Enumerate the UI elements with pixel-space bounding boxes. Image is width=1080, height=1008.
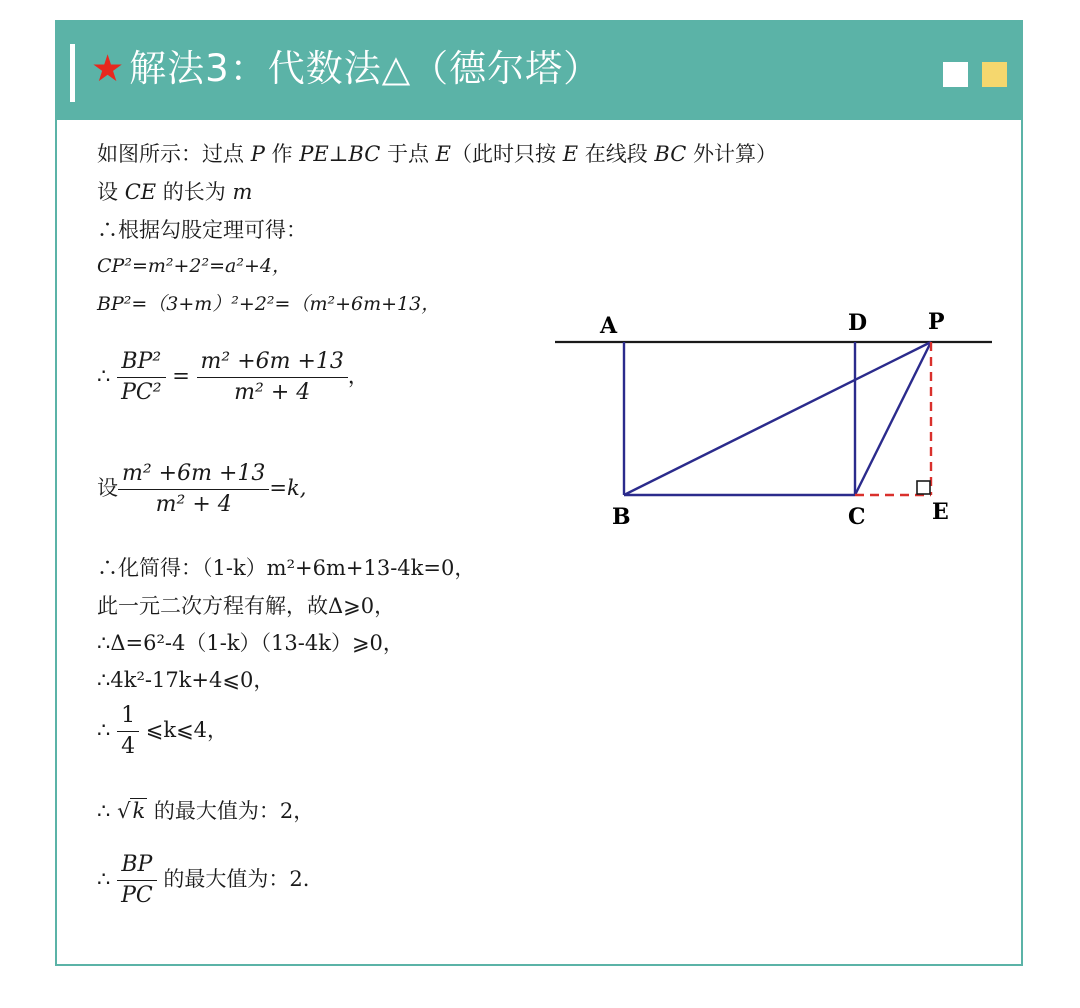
numerator: BP xyxy=(117,853,157,881)
text: 如图所示：过点 xyxy=(97,142,251,166)
denominator: m² + 4 xyxy=(234,380,311,406)
header-title xyxy=(91,38,601,92)
label-e: E xyxy=(932,499,949,525)
fraction-m xyxy=(197,350,348,405)
ratio-equation xyxy=(97,350,369,405)
segment-bp xyxy=(624,342,931,495)
text-line-2 xyxy=(97,181,252,204)
denominator: PC xyxy=(121,883,153,909)
var: E xyxy=(562,142,579,166)
fraction-k xyxy=(118,462,269,517)
numerator: m² +6m +13 xyxy=(118,462,269,490)
numerator: BP² xyxy=(117,350,165,378)
sqrt-k: √k xyxy=(117,799,146,823)
text: （此时只按 xyxy=(451,142,563,166)
geometry-figure xyxy=(550,300,1000,540)
equals: = xyxy=(172,364,190,389)
star-icon: ★ xyxy=(91,47,126,90)
fraction-bp-over-pc xyxy=(117,853,157,908)
var: E xyxy=(435,142,451,166)
radicand: k xyxy=(132,799,146,823)
var: P xyxy=(250,142,265,166)
set-k-equation xyxy=(97,462,306,517)
text-line-delta: ∴Δ=6²-4（1-k）（13-4k）⩾0， xyxy=(97,631,404,655)
sqrt-k-line xyxy=(97,800,314,823)
therefore-symbol: ∴ xyxy=(97,718,111,743)
text: 的长为 xyxy=(156,180,233,204)
denominator: 4 xyxy=(121,734,136,760)
therefore-symbol: ∴ xyxy=(97,364,111,389)
text: 作 xyxy=(264,142,300,166)
label-a: A xyxy=(600,313,618,339)
text: 设 xyxy=(97,476,118,501)
segment-cp xyxy=(855,342,931,495)
text: 在线段 xyxy=(578,142,655,166)
text-line-3: ∴根据勾股定理可得： xyxy=(97,218,307,242)
equation-bp: BP²=（3+m）²+2²=（m²+6m+13， xyxy=(97,293,441,315)
text: ⩽k⩽4， xyxy=(145,718,229,743)
var: BC xyxy=(654,142,687,166)
denominator: PC² xyxy=(121,380,162,406)
text-line-discriminant: 此一元二次方程有解，故Δ⩾0， xyxy=(97,594,396,618)
var: m xyxy=(232,180,253,204)
text: 外计算） xyxy=(686,142,777,166)
k-range-equation xyxy=(97,704,228,759)
text: 的最大值为：2， xyxy=(147,799,315,823)
symbol: ⊥ xyxy=(328,142,349,166)
header-bar-decoration xyxy=(70,44,75,102)
denominator: m² + 4 xyxy=(155,492,232,518)
var: CE xyxy=(124,180,157,204)
fraction-one-quarter xyxy=(117,704,139,759)
equation-cp: CP²=m²+2²=a²+4， xyxy=(97,255,291,277)
yellow-square-decoration xyxy=(982,62,1007,87)
label-d: D xyxy=(848,310,868,336)
label-p: P xyxy=(928,309,945,335)
var: BC xyxy=(348,142,381,166)
text-line-simplify: ∴化简得：（1-k）m²+6m+13-4k=0， xyxy=(97,556,476,580)
right-angle-marker xyxy=(917,481,930,494)
text-line-1 xyxy=(97,143,777,166)
var: PE xyxy=(299,142,329,166)
fraction-bp-pc xyxy=(117,350,165,405)
header-title-text: 解法3：代数法△（德尔塔） xyxy=(129,47,602,90)
card-header xyxy=(57,22,1021,120)
comma: ， xyxy=(347,364,369,389)
therefore-symbol: ∴ xyxy=(97,867,111,892)
text-line-inequality: ∴4k²-17k+4⩽0， xyxy=(97,668,275,692)
white-square-decoration xyxy=(943,62,968,87)
label-b: B xyxy=(612,504,631,530)
label-c: C xyxy=(848,504,866,530)
text: =k, xyxy=(269,476,307,501)
therefore-symbol: ∴ xyxy=(97,799,111,823)
numerator: m² +6m +13 xyxy=(197,350,348,378)
text: 于点 xyxy=(380,142,436,166)
numerator: 1 xyxy=(117,704,139,732)
text: 设 xyxy=(97,180,125,204)
text: 的最大值为：2. xyxy=(156,867,310,892)
final-answer-line xyxy=(97,853,309,908)
